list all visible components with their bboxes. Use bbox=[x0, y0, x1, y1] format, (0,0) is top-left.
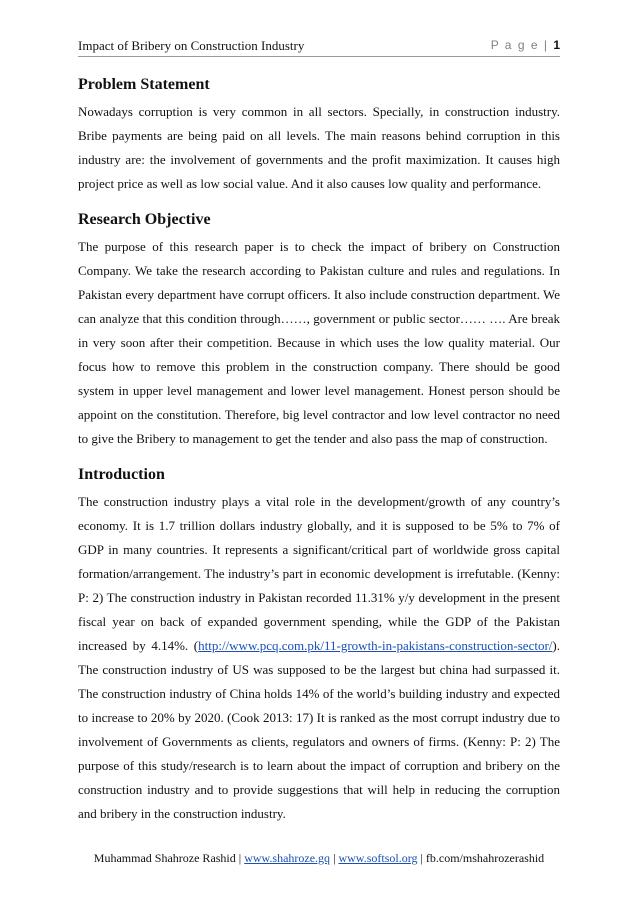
footer-facebook: fb.com/mshahrozerashid bbox=[425, 851, 545, 865]
page-number-indicator bbox=[491, 38, 560, 52]
page-header bbox=[78, 36, 560, 57]
introduction-section bbox=[78, 465, 560, 826]
page-separator: | bbox=[543, 38, 549, 52]
problem-statement-text: Nowadays corruption is very common in all sectors. Specially, in construction industry. Bribe payments are being paid on all levels. The main reasons behind corruption in this industry are: the involvement of governments and the profit maximization. It causes high project price as well as low social value. And it also causes low quality and performance. bbox=[78, 104, 560, 191]
page-number: 1 bbox=[553, 38, 560, 52]
problem-statement-section bbox=[78, 75, 560, 196]
introduction-text-part1: The construction industry plays a vital role in the development/growth of any country’s economy. It is 1.7 trillion dollars industry globally, and it is supposed to be 5% to 7% of GDP in many countries. It represents a significant/critical part of worldwide gross capital formation/arrangement. The industry’s part in economic development is irrefutable. (Kenny: P: 2) The construction industry in Pakistan recorded 11.31% y/y development in the present fiscal year on back of expanded government spending, while the GDP of the Pakistan increased by 4.14%. ( bbox=[78, 494, 560, 653]
footer-link-shahroze[interactable]: www.shahroze.gq bbox=[244, 851, 331, 865]
page-label: P a g e bbox=[490, 38, 539, 52]
footer-link-softsol[interactable]: www.softsol.org bbox=[338, 851, 418, 865]
header-title: Impact of Bribery on Construction Industry bbox=[78, 38, 305, 53]
introduction-heading: Introduction bbox=[78, 466, 165, 483]
page-footer bbox=[78, 851, 560, 866]
footer-separator-2: | bbox=[333, 851, 336, 865]
footer-separator-1: | bbox=[238, 851, 242, 865]
research-objective-section bbox=[78, 210, 560, 451]
research-objective-heading: Research Objective bbox=[78, 211, 211, 228]
main-content bbox=[78, 75, 560, 836]
introduction-text bbox=[78, 490, 560, 826]
research-objective-text: The purpose of this research paper is to check the impact of bribery on Construction Company. We take the research according to Pakistan culture and rules and regulations. In Pakistan every department have corrupt officers. It also include construction department. We can analyze that this condition through……, government or public sector…… …. Are break in very soon after their competition. Because in which uses the low quality material. Our focus how to remove this problem in the construction company. There should be good system in upper level management and lower level management. Honest person should be appoint on the constitution. Therefore, big level contractor and low level contractor no need to give the Bribery to management to get the tender and also pass the map of construction. bbox=[78, 239, 560, 446]
footer-separator-3: | bbox=[420, 851, 423, 865]
pcq-source-link[interactable]: http://www.pcq.com.pk/11-growth-in-pakistans-construction-sector/ bbox=[198, 638, 553, 653]
problem-statement-heading: Problem Statement bbox=[78, 76, 210, 93]
introduction-text-part2: ). The construction industry of US was supposed to be the largest but china had surpassed it. The construction industry of China holds 14% of the world’s building industry and expected to increase to 20% by 2020. (Cook 2013: 17) It is ranked as the most corrupt industry due to involvement of Governments as clients, regulators and owners of firms. (Kenny: P: 2) The purpose of this study/research is to learn about the impact of corruption and bribery on the construction industry and to provide suggestions that will help in reducing the corruption and bribery in the construction industry. bbox=[78, 638, 560, 821]
footer-author: Muhammad Shahroze Rashid bbox=[93, 851, 236, 865]
